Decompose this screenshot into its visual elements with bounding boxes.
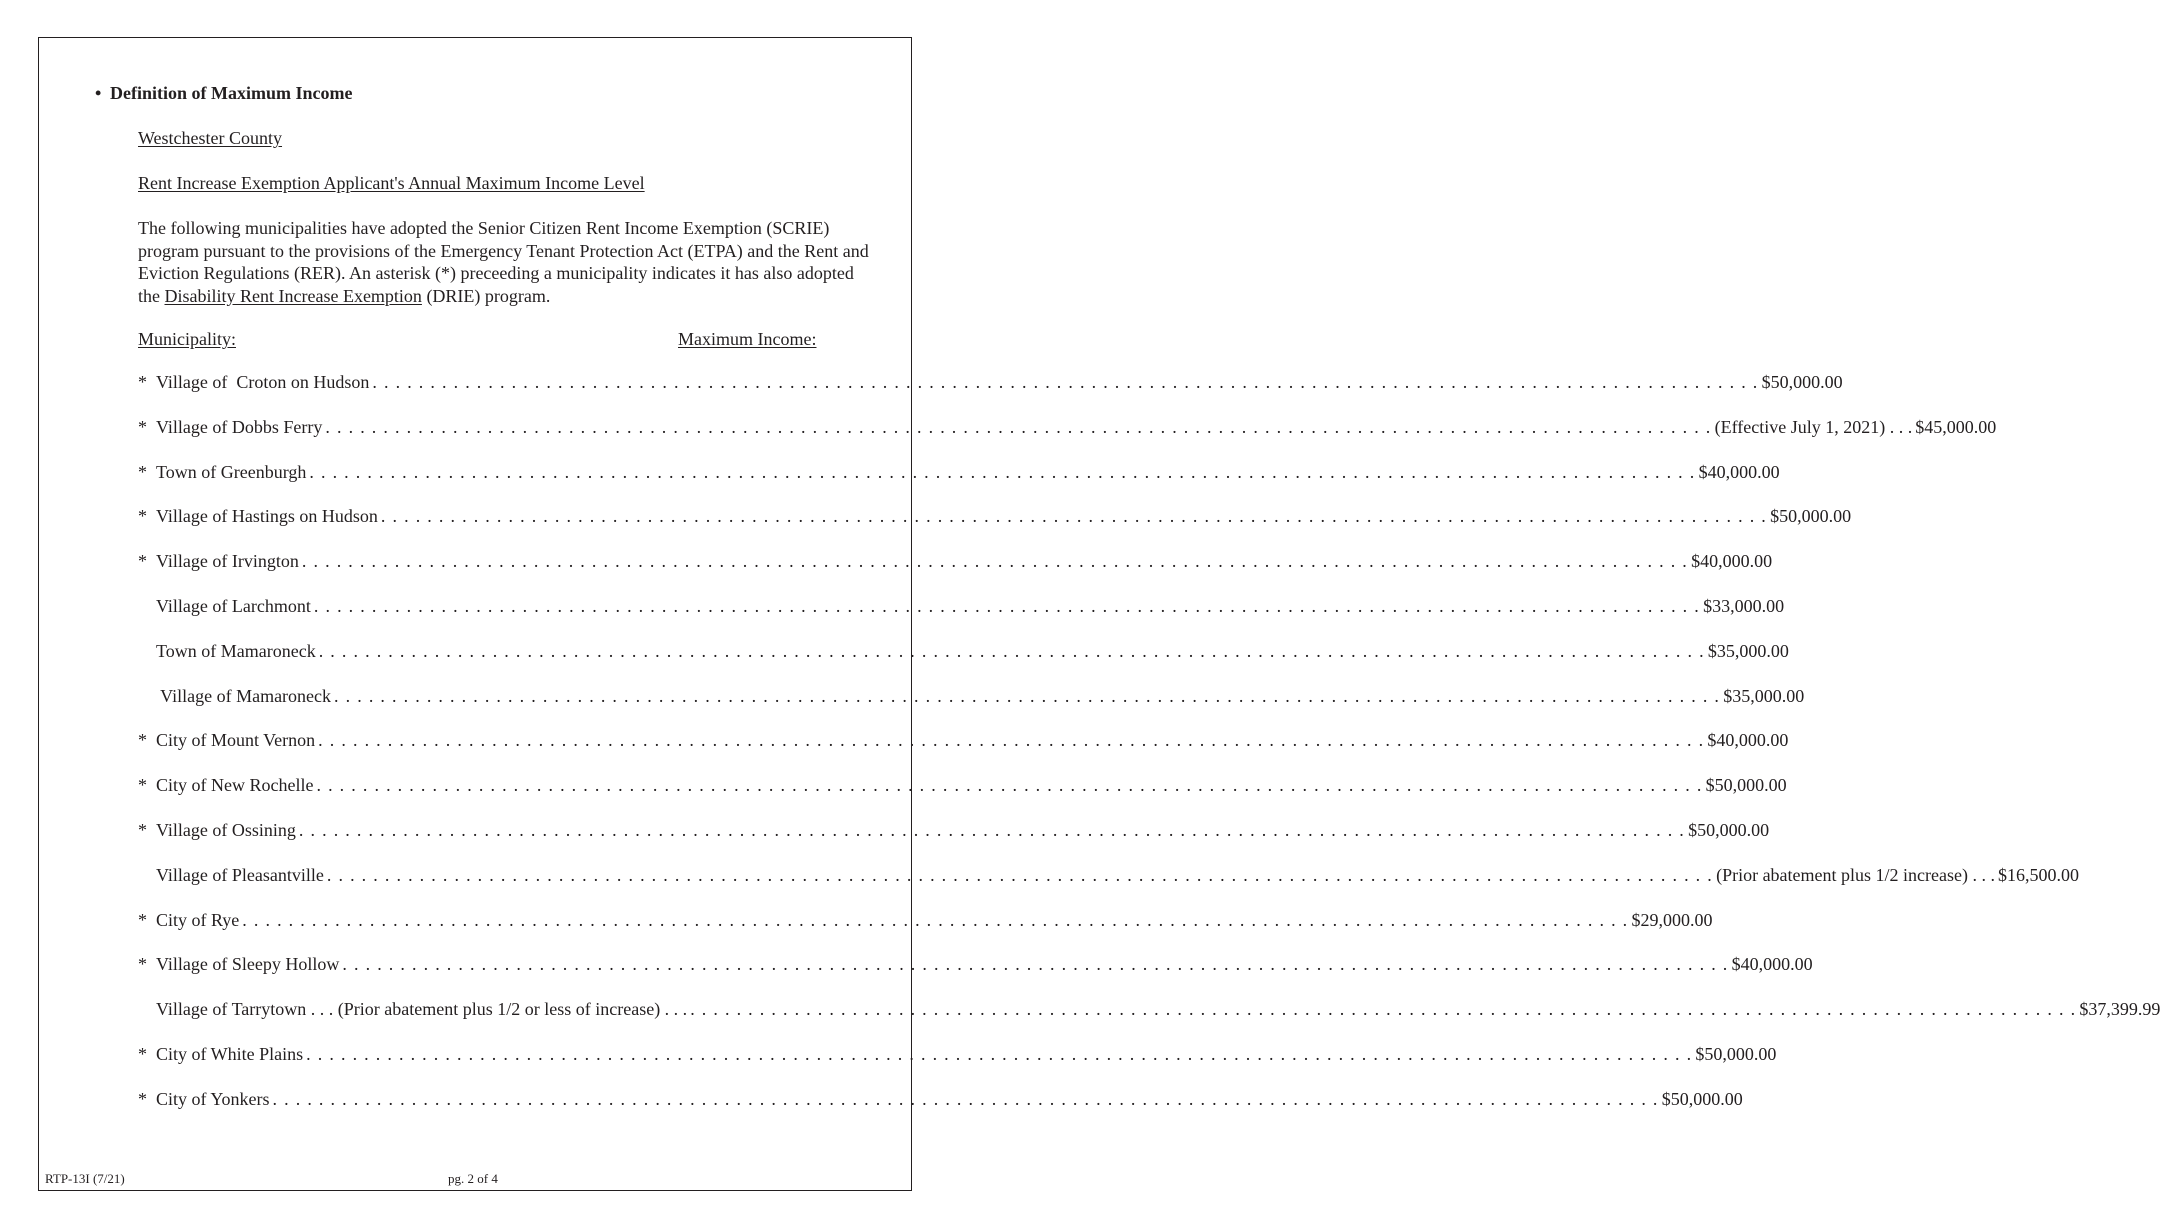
max-income-amount: $33,000.00 xyxy=(1703,596,1785,616)
table-row xyxy=(138,640,1789,665)
dot-leader: . . . . . . . . . . . . . . . . . . . . . . . . . . . . . . . . . . . . . . . . . . . . . . . . . . . . . . . . . . . . . . . . . . . . . . . . . . . . . . . . . . . . . . . . . . . . . . . . . . . . . . . . . . . . . . . . . . . . . . . . xyxy=(325,416,1712,437)
drie-link-text: Disability Rent Increase Exemption xyxy=(164,285,422,306)
municipality-name: City of Mount Vernon xyxy=(156,730,316,751)
municipality-name: Village of Sleepy Hollow xyxy=(156,954,340,975)
drie-asterisk: * xyxy=(138,954,147,975)
drie-asterisk: * xyxy=(138,820,147,840)
max-income-amount: $16,500.00 xyxy=(1998,864,2079,885)
max-income-amount: $29,000.00 xyxy=(1631,909,1713,930)
dot-leader: . . . . . . . . . . . . . . . . . . . . . . . . . . . . . . . . . . . . . . . . . . . . . . . . . . . . . . . . . . . . . . . . . . . . . . . . . . . . . . . . . . . . . . . . . . . . . . . . . . . . . . . . . . . . . . . . . . . . . . . . xyxy=(316,775,1703,796)
drie-asterisk: * xyxy=(138,1044,147,1064)
table-row xyxy=(138,461,1780,486)
municipality-name: Village of Hastings on Hudson xyxy=(156,506,378,527)
table-row xyxy=(138,820,1770,844)
table-row xyxy=(138,685,1805,710)
max-income-amount: $50,000.00 xyxy=(1661,1088,1743,1109)
table-row xyxy=(138,551,1773,575)
municipality-note: (Prior abatement plus 1/2 increase) . . . xyxy=(1716,864,1995,885)
section-title: Definition of Maximum Income xyxy=(110,83,353,103)
intro-paragraph xyxy=(138,217,873,307)
drie-asterisk: * xyxy=(138,1088,147,1109)
dot-leader: . . . . . . . . . . . . . . . . . . . . . . . . . . . . . . . . . . . . . . . . . . . . . . . . . . . . . . . . . . . . . . . . . . . . . . . . . . . . . . . . . . . . . . . . . . . . . . . . . . . . . . . . . . . . . . . . . . . . . . . . xyxy=(318,730,1705,751)
dot-leader: . . . . . . . . . . . . . . . . . . . . . . . . . . . . . . . . . . . . . . . . . . . . . . . . . . . . . . . . . . . . . . . . . . . . . . . . . . . . . . . . . . . . . . . . . . . . . . . . . . . . . . . . . . . . . . . . . . . . . . . . xyxy=(306,1044,1693,1064)
dot-leader: . . . . . . . . . . . . . . . . . . . . . . . . . . . . . . . . . . . . . . . . . . . . . . . . . . . . . . . . . . . . . . . . . . . . . . . . . . . . . . . . . . . . . . . . . . . . . . . . . . . . . . . . . . . . . . . . . . . . . . . . xyxy=(242,909,1629,930)
max-income-amount: $35,000.00 xyxy=(1707,640,1789,661)
form-id: RTP-13I (7/21) xyxy=(45,1171,125,1186)
municipality-name: Village of Irvington xyxy=(156,551,299,572)
drie-asterisk: * xyxy=(138,416,147,437)
section-heading xyxy=(95,83,352,104)
dot-leader: . . . . . . . . . . . . . . . . . . . . . . . . . . . . . . . . . . . . . . . . . . . . . . . . . . . . . . . . . . . . . . . . . . . . . . . . . . . . . . . . . . . . . . . . . . . . . . . . . . . . . . . . . . . . . . . . . . . . . . . . xyxy=(318,640,1705,661)
bullet: • xyxy=(95,83,102,103)
dot-leader: . . . . . . . . . . . . . . . . . . . . . . . . . . . . . . . . . . . . . . . . . . . . . . . . . . . . . . . . . . . . . . . . . . . . . . . . . . . . . . . . . . . . . . . . . . . . . . . . . . . . . . . . . . . . . . . . . . . . . . . . xyxy=(298,820,1686,840)
max-income-amount: $45,000.00 xyxy=(1915,416,1997,437)
drie-asterisk: * xyxy=(138,372,147,392)
table-row xyxy=(138,775,1787,799)
table-row xyxy=(138,864,2079,889)
dot-leader: . . . . . . . . . . . . . . . . . . . . . . . . . . . . . . . . . . . . . . . . . . . . . . . . . . . . . . . . . . . . . . . . . . . . . . . . . . . . . . . . . . . . . . . . . . . . . . . . . . . . . . . . . . . . . . . . . . . . . . . . xyxy=(313,596,1701,616)
table-row xyxy=(138,909,1713,934)
max-income-amount: $40,000.00 xyxy=(1731,954,1813,975)
table-row xyxy=(138,999,2160,1023)
max-income-amount: $40,000.00 xyxy=(1698,461,1780,482)
municipality-name: Village of Croton on Hudson xyxy=(156,372,370,392)
dot-leader: . . . . . . . . . . . . . . . . . . . . . . . . . . . . . . . . . . . . . . . . . . . . . . . . . . . . . . . . . . . . . . . . . . . . . . . . . . . . . . . . . . . . . . . . . . . . . . . . . . . . . . . . . . . . . . . . . . . . . . . . xyxy=(272,1088,1659,1109)
drie-asterisk: * xyxy=(138,461,147,482)
municipality-name: Village of Mamaroneck xyxy=(156,685,332,706)
dot-leader: . . . . . . . . . . . . . . . . . . . . . . . . . . . . . . . . . . . . . . . . . . . . . . . . . . . . . . . . . . . . . . . . . . . . . . . . . . . . . . . . . . . . . . . . . . . . . . . . . . . . . . . . . . . . . . . . . . . . . . . . xyxy=(309,461,1696,482)
dot-leader: . . . . . . . . . . . . . . . . . . . . . . . . . . . . . . . . . . . . . . . . . . . . . . . . . . . . . . . . . . . . . . . . . . . . . . . . . . . . . . . . . . . . . . . . . . . . . . . . . . . . . . . . . . . . . . . . . . . . . . . . xyxy=(342,954,1729,975)
drie-asterisk: * xyxy=(138,506,147,527)
drie-asterisk: * xyxy=(138,909,147,930)
municipality-name: Village of Larchmont xyxy=(156,596,311,616)
paragraph-text-end: (DRIE) program. xyxy=(421,285,551,306)
municipality-column-header: Municipality: xyxy=(138,329,236,349)
paragraph-text: The following municipalities have adopted the Senior Citizen Rent Income Exemption (SCRIE) program pursuant to the provisions of the Emergency Tenant Protection Act (ETPA) and the Rent and Eviction Regulations (RER). An asterisk (*) preceeding a municipality indicates it has also adopted the xyxy=(138,218,869,306)
municipality-name: Village of Ossining xyxy=(156,820,296,840)
dot-leader: . . . . . . . . . . . . . . . . . . . . . . . . . . . . . . . . . . . . . . . . . . . . . . . . . . . . . . . . . . . . . . . . . . . . . . . . . . . . . . . . . . . . . . . . . . . . . . . . . . . . . . . . . . . . . . . . . . . . . . . . xyxy=(690,999,2077,1020)
table-row xyxy=(138,506,1852,530)
max-income-column-header: Maximum Income: xyxy=(678,329,817,349)
drie-asterisk: * xyxy=(138,551,147,572)
max-income-amount: $37,399.99 xyxy=(2079,999,2160,1020)
dot-leader: . . . . . . . . . . . . . . . . . . . . . . . . . . . . . . . . . . . . . . . . . . . . . . . . . . . . . . . . . . . . . . . . . . . . . . . . . . . . . . . . . . . . . . . . . . . . . . . . . . . . . . . . . . . . . . . . . . . . . . . . xyxy=(301,551,1689,572)
municipality-name: City of Rye xyxy=(156,909,240,930)
max-income-amount: $40,000.00 xyxy=(1707,730,1789,751)
municipality-name: Village of Tarrytown . . . (Prior abatement plus 1/2 or less of increase) . . . xyxy=(156,999,688,1020)
subtitle: Rent Increase Exemption Applicant's Annual Maximum Income Level xyxy=(138,173,645,193)
table-row xyxy=(138,372,1843,396)
max-income-amount: $50,000.00 xyxy=(1688,820,1770,840)
max-income-amount: $50,000.00 xyxy=(1770,506,1852,527)
county-name: Westchester County xyxy=(138,128,283,148)
max-income-amount: $35,000.00 xyxy=(1723,685,1805,706)
dot-leader: . . . . . . . . . . . . . . . . . . . . . . . . . . . . . . . . . . . . . . . . . . . . . . . . . . . . . . . . . . . . . . . . . . . . . . . . . . . . . . . . . . . . . . . . . . . . . . . . . . . . . . . . . . . . . . . . . . . . . . . . xyxy=(334,685,1721,706)
table-row xyxy=(138,730,1789,754)
municipality-name: Village of Pleasantville xyxy=(156,864,324,885)
drie-asterisk: * xyxy=(138,730,147,751)
municipality-name: Village of Dobbs Ferry xyxy=(156,416,323,437)
table-row xyxy=(138,954,1813,978)
municipality-name: City of New Rochelle xyxy=(156,775,314,796)
drie-asterisk: * xyxy=(138,775,147,796)
dot-leader: . . . . . . . . . . . . . . . . . . . . . . . . . . . . . . . . . . . . . . . . . . . . . . . . . . . . . . . . . . . . . . . . . . . . . . . . . . . . . . . . . . . . . . . . . . . . . . . . . . . . . . . . . . . . . . . . . . . . . . . . xyxy=(326,864,1714,885)
table-row xyxy=(138,416,1997,441)
municipality-note: (Effective July 1, 2021) . . . xyxy=(1714,416,1913,437)
max-income-amount: $50,000.00 xyxy=(1695,1044,1777,1064)
table-row xyxy=(138,596,1785,620)
municipality-name: Town of Mamaroneck xyxy=(156,640,316,661)
page-number: pg. 2 of 4 xyxy=(448,1171,498,1186)
table-row xyxy=(138,1088,1743,1113)
dot-leader: . . . . . . . . . . . . . . . . . . . . . . . . . . . . . . . . . . . . . . . . . . . . . . . . . . . . . . . . . . . . . . . . . . . . . . . . . . . . . . . . . . . . . . . . . . . . . . . . . . . . . . . . . . . . . . . . . . . . . . . . xyxy=(372,372,1759,392)
municipality-name: City of Yonkers xyxy=(156,1088,270,1109)
max-income-amount: $50,000.00 xyxy=(1705,775,1787,796)
dot-leader: . . . . . . . . . . . . . . . . . . . . . . . . . . . . . . . . . . . . . . . . . . . . . . . . . . . . . . . . . . . . . . . . . . . . . . . . . . . . . . . . . . . . . . . . . . . . . . . . . . . . . . . . . . . . . . . . . . . . . . . . xyxy=(380,506,1768,527)
municipality-name: City of White Plains xyxy=(156,1044,304,1064)
table-row xyxy=(138,1044,1777,1068)
municipality-name: Town of Greenburgh xyxy=(156,461,307,482)
max-income-amount: $50,000.00 xyxy=(1761,372,1843,392)
max-income-amount: $40,000.00 xyxy=(1691,551,1773,572)
